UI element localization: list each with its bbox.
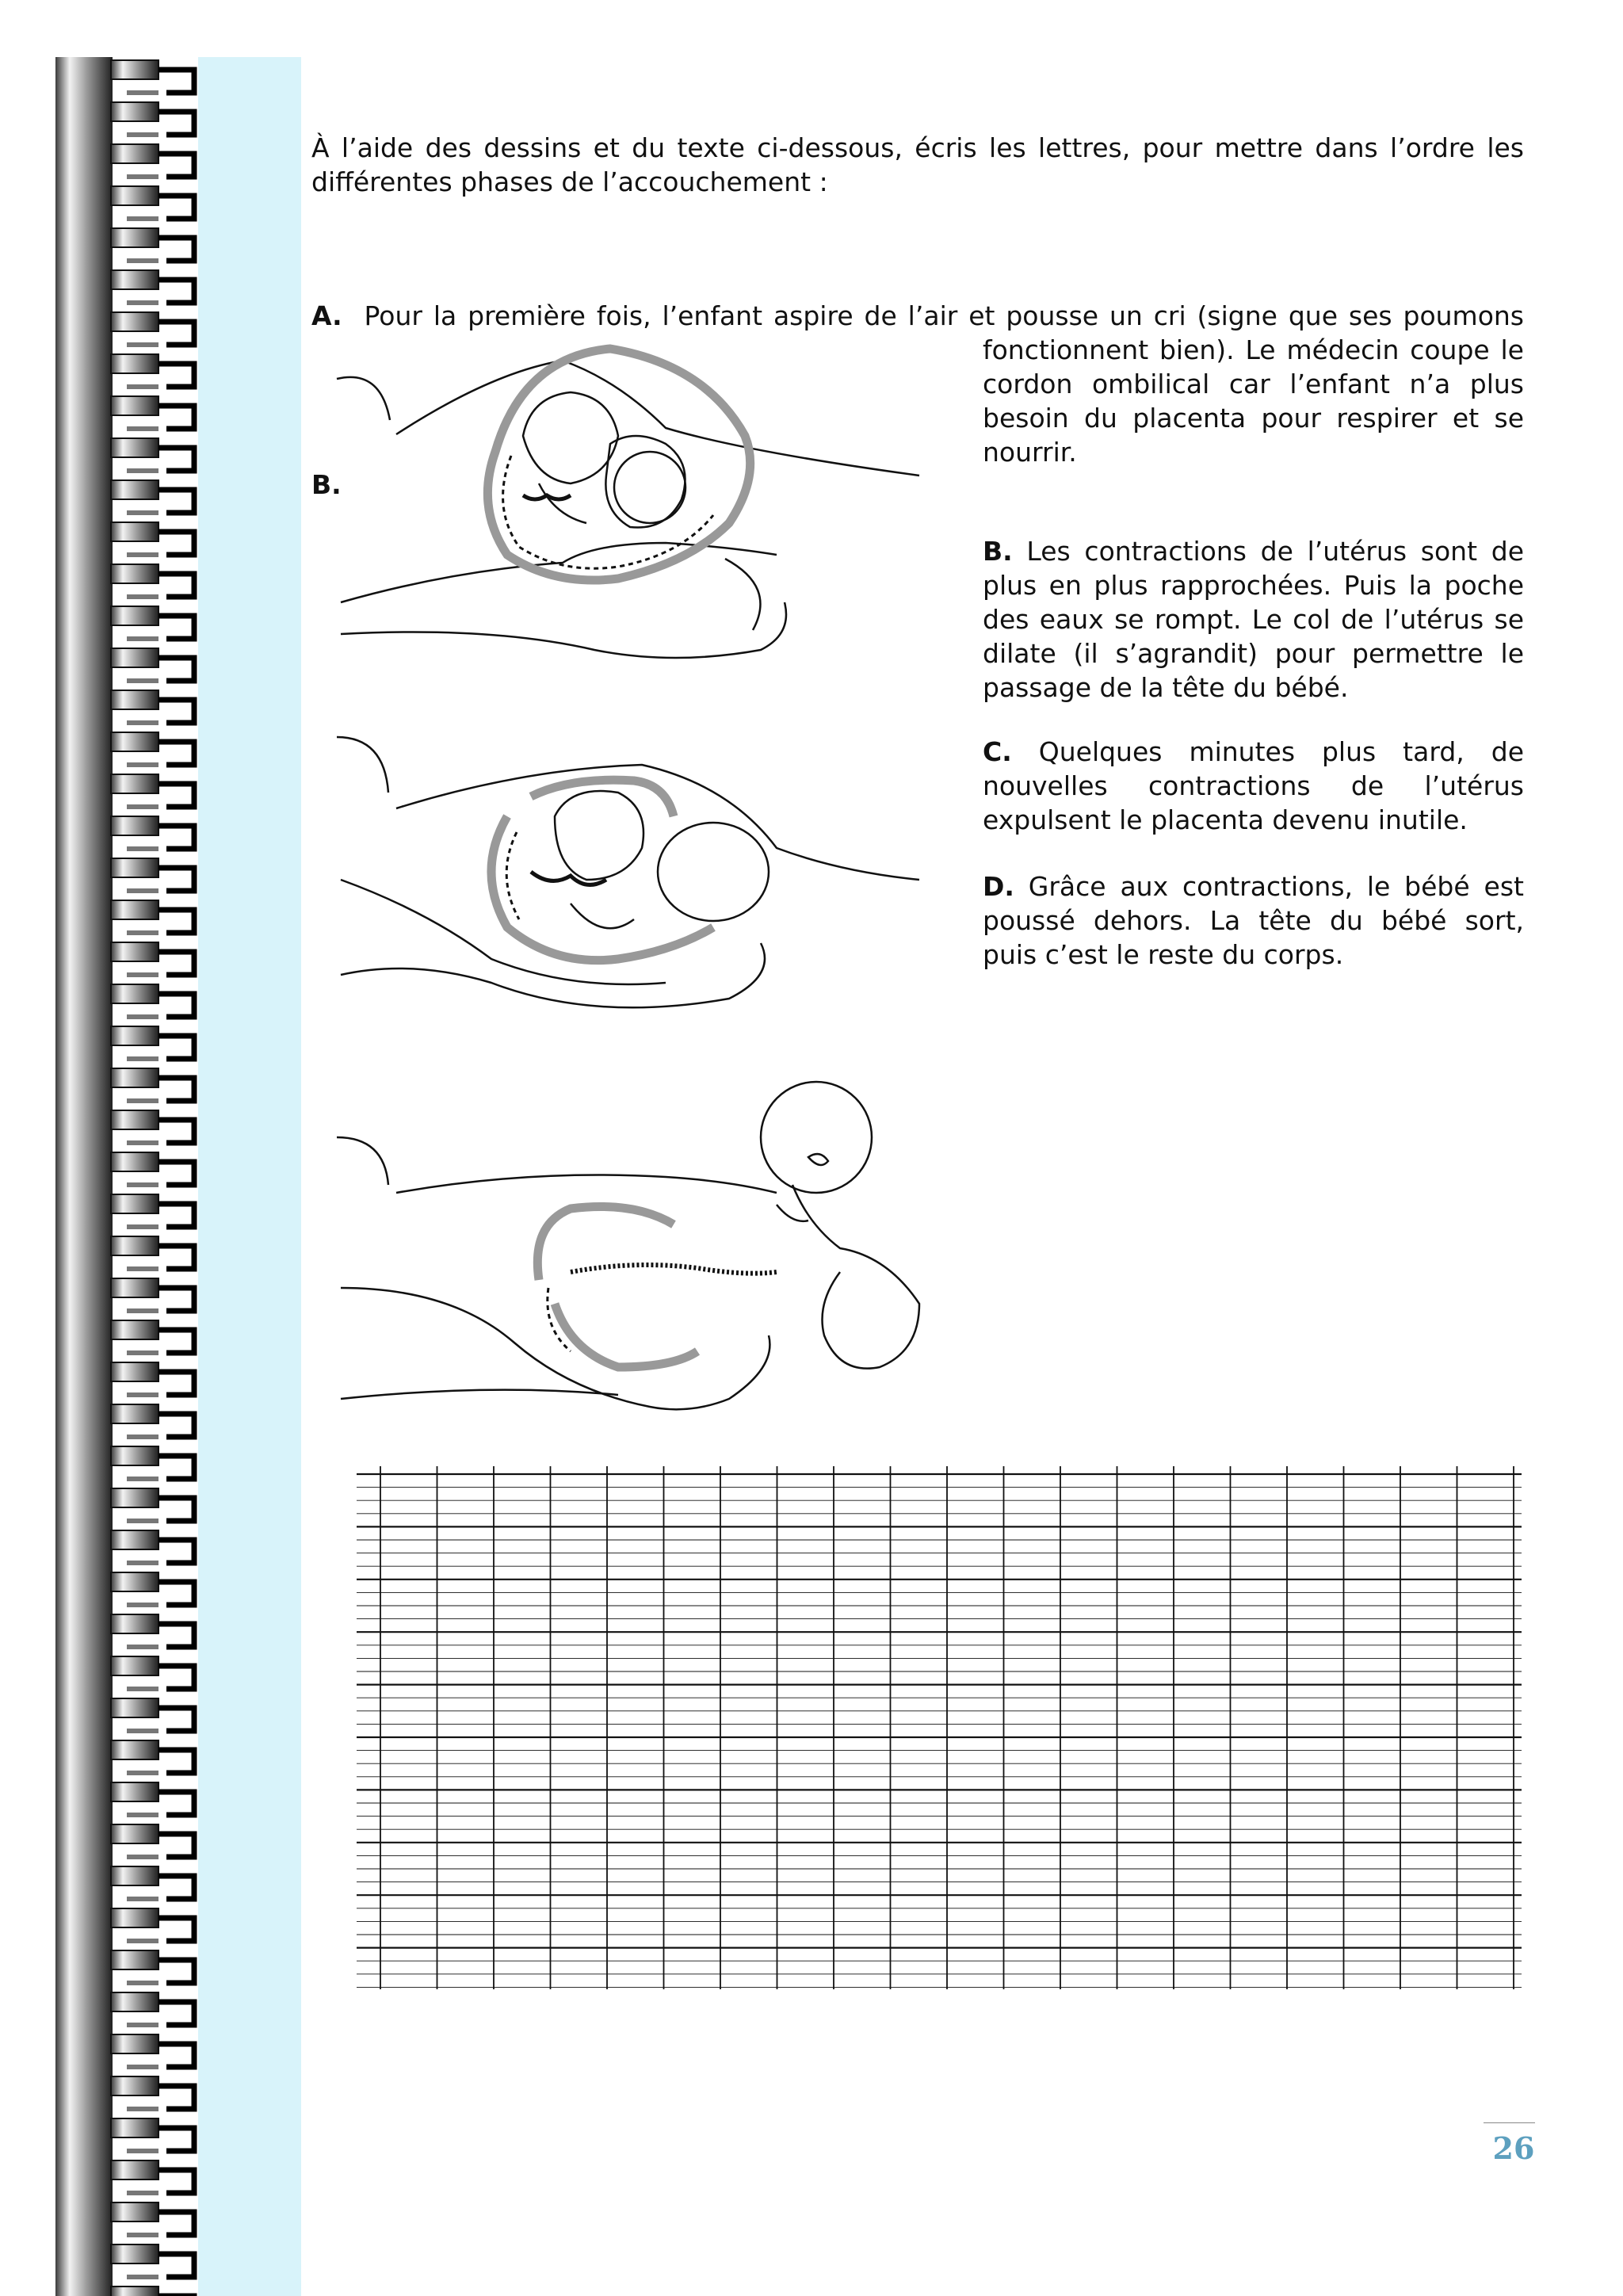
spiral-binding (55, 57, 301, 2296)
item-a-text-rest: fonctionnent bien). Le médecin coupe le cordon ombilical car l’enfant n’a plus besoin du placenta pour respirer et se nourrir. (983, 334, 1524, 468)
illustration-expulsion (333, 721, 935, 1062)
illustration-dilation (333, 317, 935, 666)
item-b (983, 534, 1524, 705)
item-d-label: D. (983, 871, 1014, 902)
writing-grid (357, 1466, 1529, 1989)
item-b-label: B. (983, 536, 1013, 567)
item-d (983, 869, 1524, 972)
instruction-text: À l’aide des dessins et du texte ci-dessous, écris les lettres, pour mettre dans l’ordre les différentes phases de l’accouchement : (311, 132, 1524, 197)
page-number-rule (1484, 2122, 1535, 2123)
item-c-text: Quelques minutes plus tard, de nouvelles contractions de l’utérus expulsent le placenta devenu inutile. (983, 736, 1524, 835)
item-a-text-line1: Pour la première fois, l’enfant aspire de l’air et pousse un cri (signe que ses poumons (364, 300, 1525, 331)
stray-label-b: B. (311, 469, 342, 500)
page-number: 26 (1492, 2130, 1535, 2166)
item-c (983, 735, 1524, 837)
item-a-label: A. (311, 300, 342, 331)
item-d-text: Grâce aux contractions, le bébé est poussé dehors. La tête du bébé sort, puis c’est le reste du corps. (983, 871, 1524, 970)
item-c-label: C. (983, 736, 1012, 767)
illustration-birth (333, 1066, 951, 1415)
item-b-text: Les contractions de l’utérus sont de plus en plus rapprochées. Puis la poche des eaux se rompt. Le col de l’utérus se dilate (il s’agrandit) pour permettre le passage de la tête du bébé. (983, 536, 1524, 703)
